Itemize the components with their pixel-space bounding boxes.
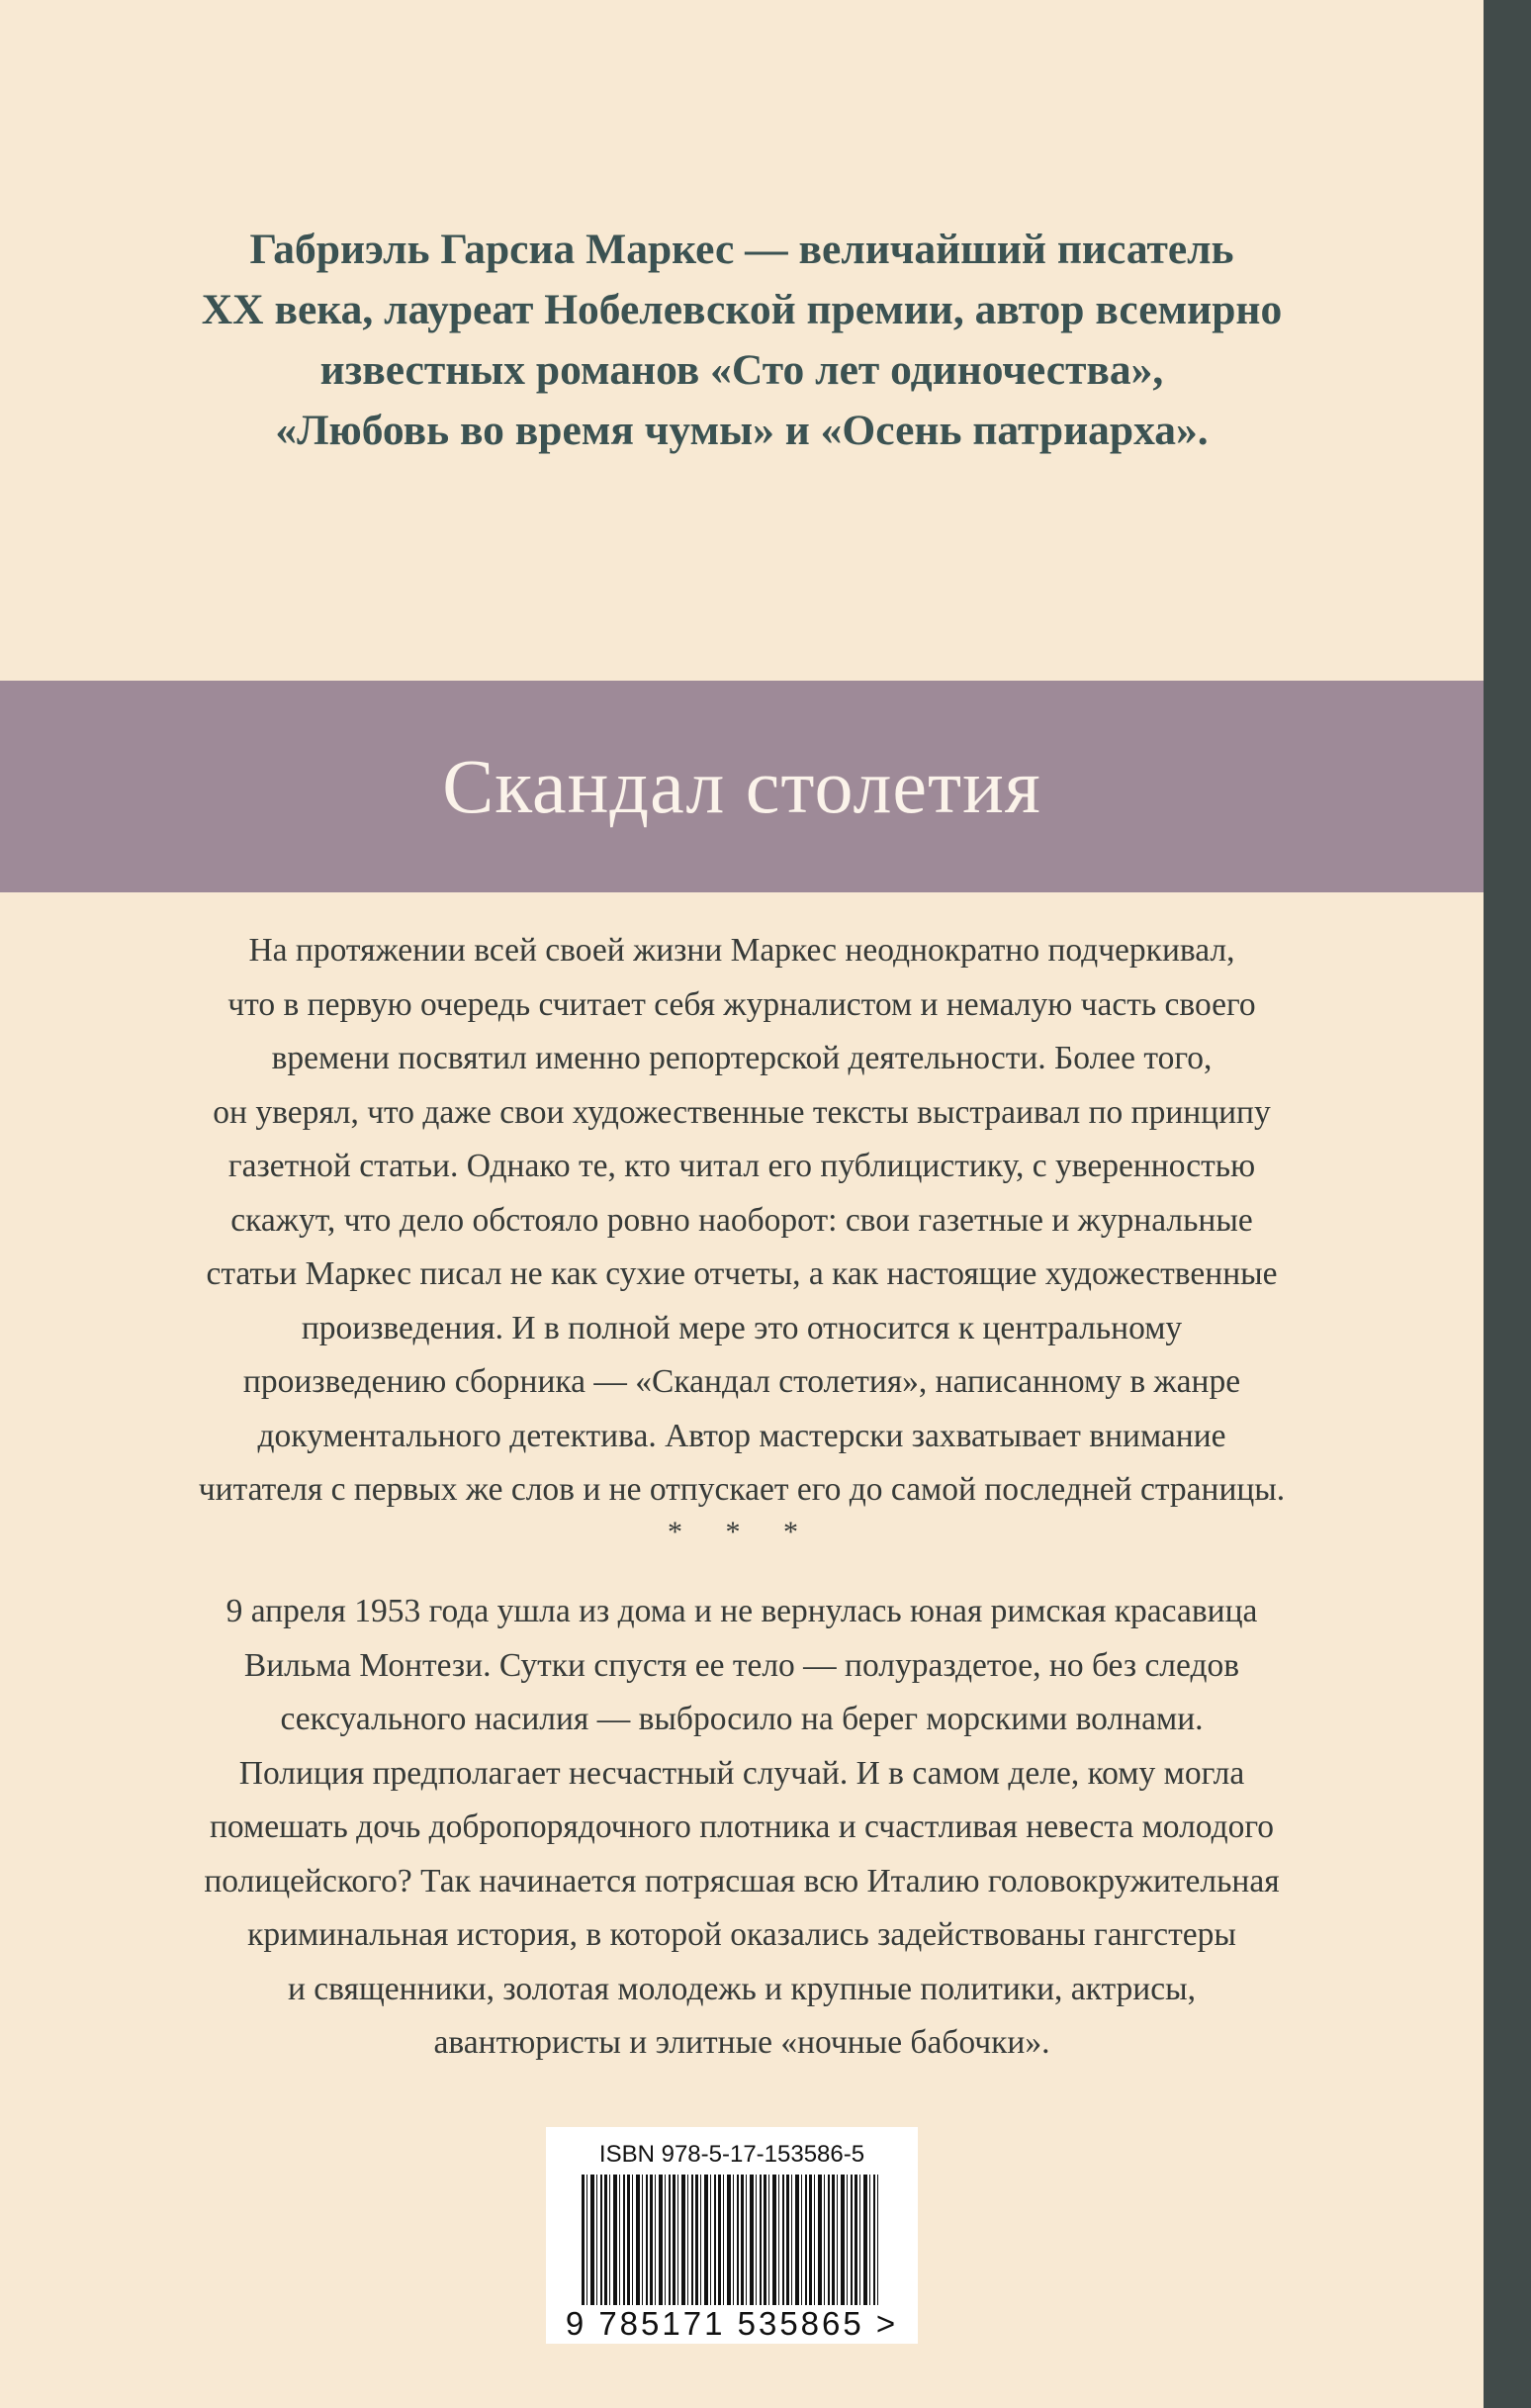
text-line: документального детектива. Автор мастерски захватывает внимание (257, 1417, 1226, 1454)
section-separator: * * * (668, 1516, 816, 1548)
isbn-label: ISBN 978-5-17-153586-5 (598, 2141, 865, 2168)
description-paragraph-1 (59, 924, 1424, 1518)
text-line: что в первую очередь считает себя журналистом и немалую часть своего (227, 985, 1256, 1023)
text-line: помешать дочь добропорядочного плотника и счастливая невеста молодого (209, 1808, 1275, 1845)
book-title: Скандал столетия (442, 743, 1041, 829)
text-line: сексуального насилия — выбросило на берег морскими волнами. (280, 1701, 1204, 1737)
text-line: авантюристы и элитные «ночные бабочки». (433, 2024, 1050, 2061)
barcode-bars (582, 2175, 878, 2305)
intro-line: «Любовь во время чумы» и «Осень патриарха». (275, 407, 1209, 454)
spine-strip (1484, 0, 1531, 2408)
text-line: Вильма Монтези. Сутки спустя ее тело — полураздетое, но без следов (243, 1646, 1240, 1684)
description-paragraph-2 (59, 1585, 1424, 2071)
text-line: полицейского? Так начинается потрясшая всю Италию головокружительная (204, 1862, 1280, 1899)
text-line: он уверял, что даже свои художественные тексты выстраивал по принципу (213, 1093, 1271, 1131)
title-band (0, 681, 1484, 892)
text-line: Полиция предполагает несчастный случай. И в самом деле, кому могла (238, 1754, 1245, 1792)
text-line: читателя с первых же слов и не отпускает его до самой последней страницы. (198, 1471, 1286, 1508)
text-line: На протяжении всей своей жизни Маркес неоднократно подчеркивал, (248, 932, 1235, 969)
text-line: произведения. И в полной мере это относится к центральному (301, 1309, 1183, 1346)
text-line: 9 апреля 1953 года ушла из дома и не вернулась юная римская красавица (225, 1593, 1258, 1629)
text-line: статьи Маркес писал не как сухие отчеты, а как настоящие художественные (206, 1255, 1278, 1292)
intro-line: известных романов «Сто лет одиночества», (319, 346, 1164, 394)
intro-line: XX века, лауреат Нобелевской премии, автор всемирно (201, 286, 1283, 333)
text-line: газетной статьи. Однако те, кто читал его публицистику, с уверенностью (227, 1148, 1256, 1184)
text-line: криминальная история, в которой оказались задействованы гангстеры (247, 1916, 1236, 1953)
intro-line: Габриэль Гарсиа Маркес — величайший писатель (249, 226, 1234, 273)
isbn-barcode (546, 2127, 918, 2344)
text-line: и священники, золотая молодежь и крупные политики, актрисы, (288, 1970, 1196, 2007)
text-line: произведению сборника — «Скандал столетия», написанному в жанре (242, 1363, 1241, 1400)
author-intro (59, 220, 1424, 461)
text-line: скажут, что дело обстояло ровно наоборот: свои газетные и журнальные (230, 1201, 1253, 1239)
text-line: времени посвятил именно репортерской деятельности. Более того, (271, 1040, 1213, 1076)
barcode-digits: 9 785171 535865 > (565, 2305, 899, 2342)
